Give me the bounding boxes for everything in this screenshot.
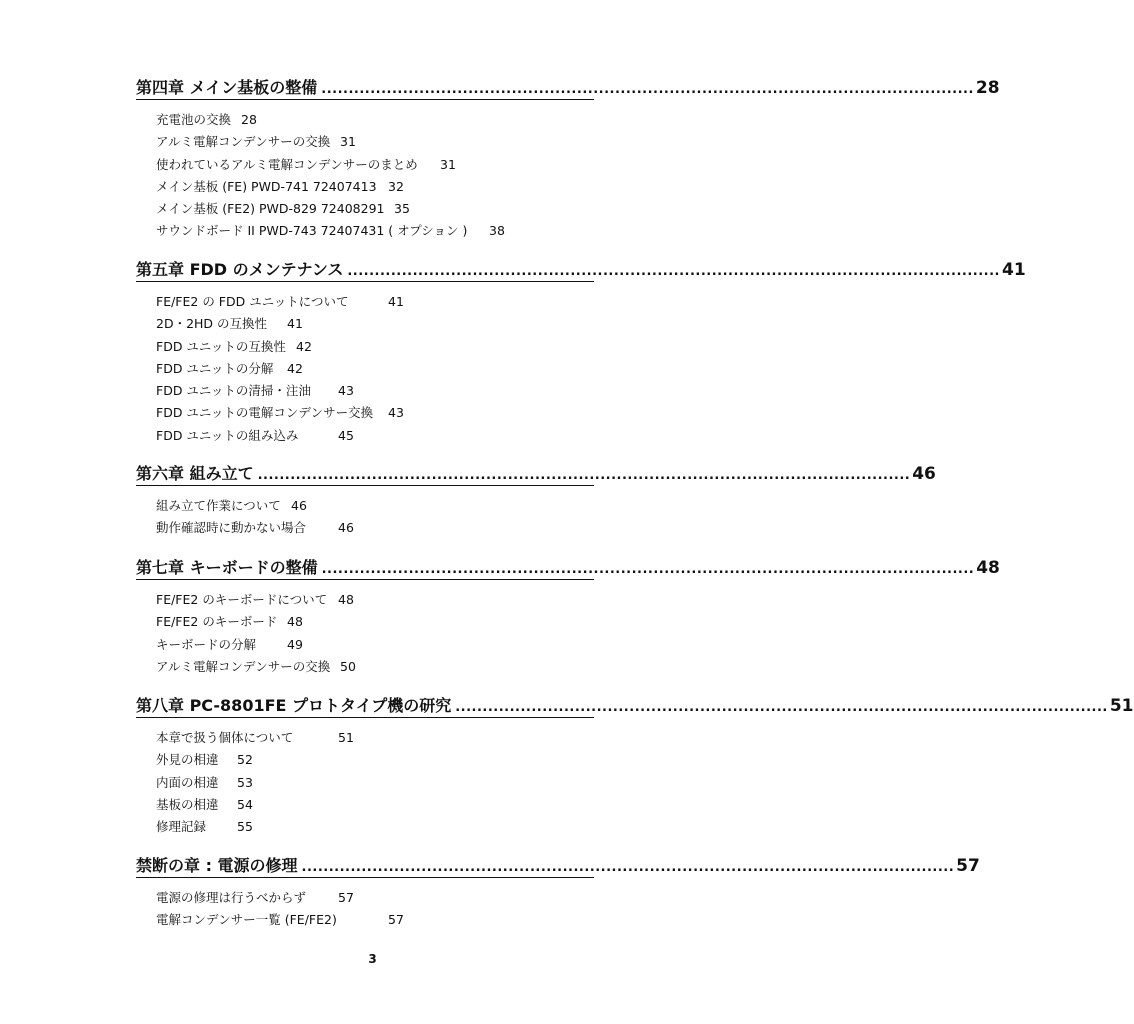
entry-title: サウンドボード II PWD-743 72407431 ( オプション ) (156, 223, 468, 239)
chapter-title: 第八章 PC-8801FE プロトタイプ機の研究 (136, 696, 452, 715)
toc-entry (156, 887, 594, 909)
entry-title: FE/FE2 のキーボードについて (156, 592, 328, 607)
toc-entry (156, 589, 594, 611)
chapter-heading (136, 78, 1000, 100)
leader-dots: ........................................................................................................................ (321, 562, 975, 577)
entry-page: 42 (287, 360, 303, 376)
entry-title: 2D・2HD の互換性 (156, 316, 268, 332)
entry-title: 基板の相違 (156, 796, 219, 812)
toc-entry (156, 380, 594, 402)
entry-page: 46 (291, 498, 307, 513)
entry-page: 49 (287, 636, 303, 652)
chapter-7 (136, 558, 1000, 678)
toc-entry (156, 634, 594, 656)
chapter-title: 第七章 キーボードの整備 (136, 558, 318, 577)
chapter-page: 51 (1109, 696, 1134, 716)
entry-list (156, 589, 594, 678)
entry-page: 46 (338, 520, 354, 536)
entry-title: 電解コンデンサー一覧 (FE/FE2) (156, 912, 337, 928)
leader-dots: ........................................................................................................................ (257, 468, 911, 483)
toc-entry (156, 517, 594, 539)
toc-entry (156, 154, 594, 176)
chapter-title: 第四章 メイン基板の整備 (136, 78, 318, 97)
chapter-forbidden (136, 856, 980, 932)
toc-entry (156, 495, 594, 517)
toc-entry (156, 794, 594, 816)
entry-page: 41 (287, 316, 303, 332)
entry-list (156, 291, 594, 447)
entry-page: 55 (237, 819, 253, 835)
toc-entry (156, 220, 594, 242)
entry-page: 48 (287, 614, 303, 630)
toc-entry (156, 656, 594, 678)
chapter-page: 28 (975, 78, 1000, 98)
entry-title: 動作確認時に動かない場合 (156, 520, 307, 536)
entry-page: 42 (296, 338, 312, 354)
toc-entry (156, 336, 594, 358)
entry-page: 32 (388, 178, 404, 194)
entry-title: FE/FE2 の FDD ユニットについて (156, 294, 349, 309)
entry-page: 35 (394, 201, 410, 217)
chapter-heading (136, 696, 1134, 718)
entry-title: 内面の相違 (156, 774, 219, 790)
entry-list (156, 109, 594, 243)
entry-title: FDD ユニットの清掃・注油 (156, 383, 311, 399)
entry-list (156, 495, 594, 540)
chapter-title: 第六章 組み立て (136, 464, 254, 483)
entry-page: 57 (338, 890, 354, 905)
chapter-4 (136, 78, 1000, 243)
toc-entry (156, 109, 594, 131)
leader-dots: ........................................................................................................................ (347, 264, 1000, 279)
leader-dots: ........................................................................................................................ (301, 860, 955, 875)
toc-entry (156, 772, 594, 794)
chapter-page: 41 (1001, 260, 1026, 280)
page-number: 3 (368, 952, 377, 966)
toc-entry (156, 909, 594, 931)
entry-page: 48 (338, 592, 354, 607)
entry-title: キーボードの分解 (156, 636, 257, 652)
toc-entry (156, 425, 594, 447)
toc-entry (156, 291, 594, 313)
toc-entry (156, 749, 594, 771)
toc-entry (156, 313, 594, 335)
entry-title: メイン基板 (FE2) PWD-829 72408291 (156, 201, 385, 217)
chapter-title: 第五章 FDD のメンテナンス (136, 260, 344, 279)
chapter-5 (136, 260, 1026, 447)
leader-dots: ........................................................................................................................ (455, 700, 1108, 715)
chapter-heading (136, 464, 936, 486)
chapter-title: 禁断の章 : 電源の修理 (136, 856, 298, 875)
entry-title: FDD ユニットの電解コンデンサー交換 (156, 405, 374, 421)
toc-entry (156, 358, 594, 380)
entry-page: 31 (440, 156, 456, 172)
entry-page: 38 (489, 223, 505, 239)
toc-entry (156, 198, 594, 220)
entry-title: 組み立て作業について (156, 498, 281, 513)
chapter-heading (136, 856, 980, 878)
entry-title: アルミ電解コンデンサーの交換 (156, 134, 331, 150)
entry-title: 電源の修理は行うべからず (156, 890, 307, 905)
entry-title: 修理記録 (156, 819, 207, 835)
leader-dots: ........................................................................................................................ (321, 82, 974, 97)
toc-entry (156, 402, 594, 424)
entry-page: 41 (388, 294, 404, 309)
entry-page: 51 (338, 730, 354, 745)
toc-entry (156, 176, 594, 198)
toc-entry (156, 611, 594, 633)
chapter-8 (136, 696, 1134, 838)
entry-title: FE/FE2 のキーボード (156, 614, 278, 630)
entry-title: メイン基板 (FE) PWD-741 72407413 (156, 178, 377, 194)
chapter-page: 46 (912, 464, 936, 484)
chapter-heading (136, 260, 1026, 282)
entry-title: 本章で扱う個体について (156, 730, 294, 745)
entry-page: 28 (241, 112, 257, 127)
entry-page: 50 (340, 658, 356, 674)
entry-title: 充電池の交換 (156, 112, 232, 127)
entry-page: 31 (340, 134, 356, 150)
entry-list (156, 727, 594, 838)
chapter-page: 57 (956, 856, 980, 876)
entry-list (156, 887, 594, 932)
chapter-6 (136, 464, 936, 540)
entry-title: FDD ユニットの分解 (156, 360, 274, 376)
entry-title: 外見の相違 (156, 752, 219, 768)
entry-page: 43 (338, 383, 354, 399)
entry-page: 45 (338, 427, 354, 443)
chapter-page: 48 (976, 558, 1000, 578)
chapter-heading (136, 558, 1000, 580)
entry-page: 43 (388, 405, 404, 421)
toc-entry (156, 131, 594, 153)
entry-page: 54 (237, 796, 253, 812)
entry-page: 57 (388, 912, 404, 928)
toc-entry (156, 727, 594, 749)
toc-entry (156, 816, 594, 838)
entry-title: FDD ユニットの組み込み (156, 427, 299, 443)
entry-page: 52 (237, 752, 253, 768)
entry-title: FDD ユニットの互換性 (156, 338, 286, 354)
entry-page: 53 (237, 774, 253, 790)
entry-title: 使われているアルミ電解コンデンサーのまとめ (156, 156, 418, 172)
entry-title: アルミ電解コンデンサーの交換 (156, 658, 331, 674)
